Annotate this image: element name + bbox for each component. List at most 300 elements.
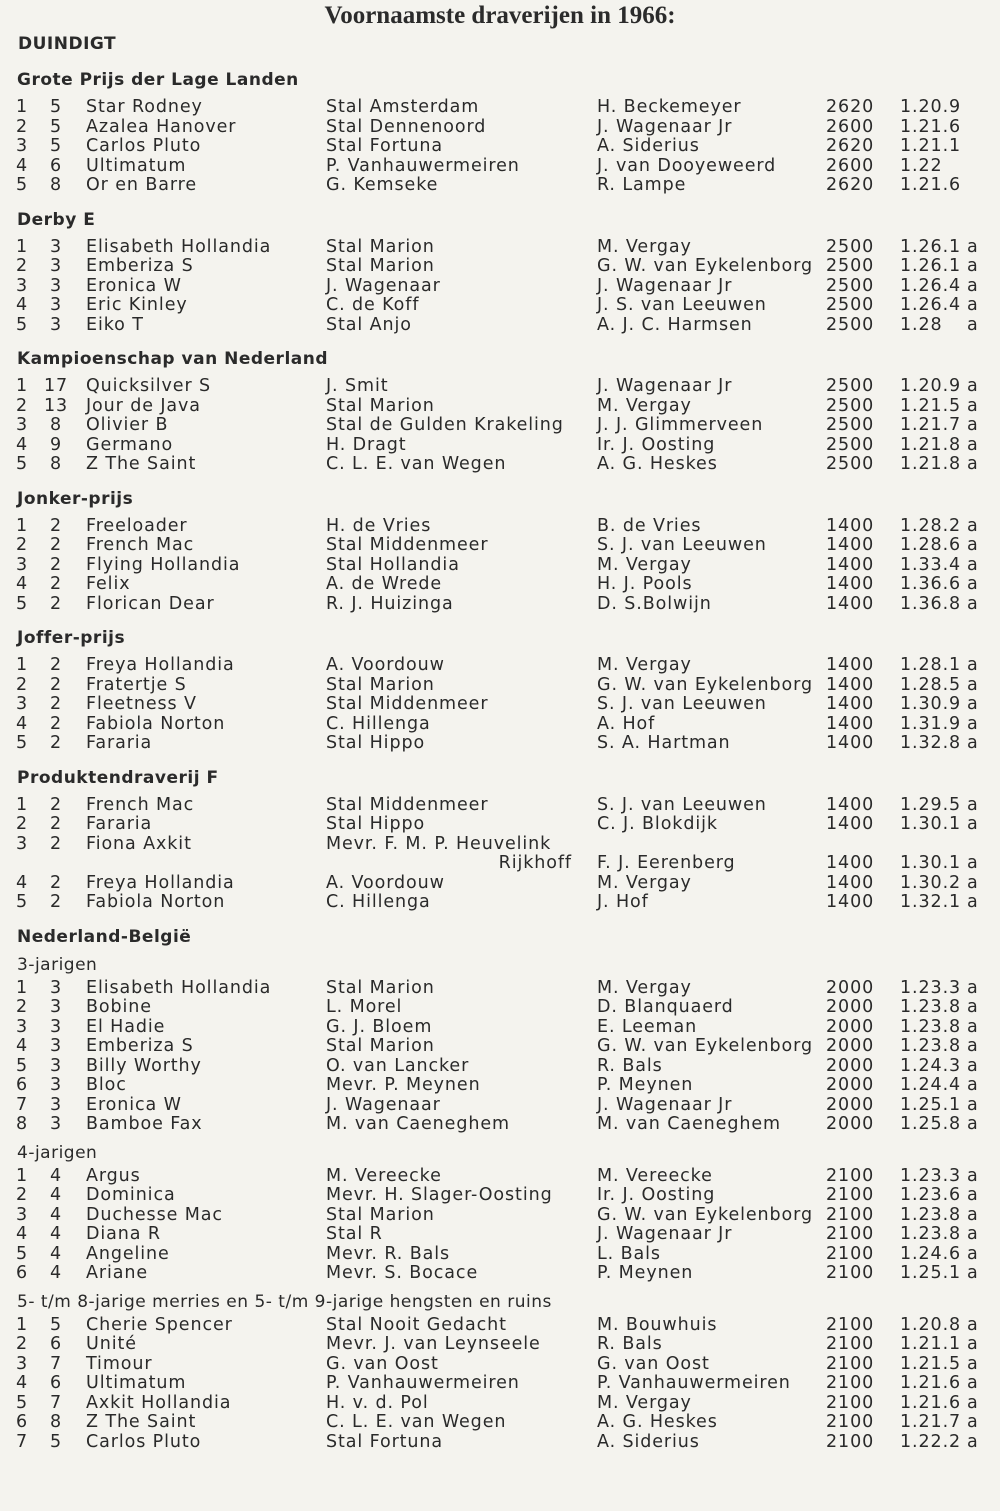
position-number: 3: [16, 415, 29, 435]
time-value: 1.26.1: [900, 236, 962, 257]
time-suffix: a: [967, 376, 979, 396]
age-number: 3: [49, 1094, 63, 1115]
age-number: 2: [49, 535, 63, 555]
owner-name: O. van Lancker: [326, 1055, 470, 1076]
distance-value: 2620: [826, 97, 875, 117]
time-value: 1.23.3: [900, 1165, 962, 1186]
time-suffix: a: [967, 977, 979, 998]
distance-value: 2600: [826, 155, 875, 176]
owner-name: C. Hillenga: [326, 892, 431, 912]
position-number: 5: [16, 1243, 29, 1264]
time-suffix: a: [967, 1243, 979, 1264]
distance-value: 2100: [826, 1204, 875, 1225]
time-suffix: a: [967, 713, 979, 734]
position-number: 2: [16, 997, 29, 1017]
driver-name: S. J. van Leeuwen: [597, 794, 767, 815]
time-value: 1.24.3: [900, 1055, 962, 1076]
age-number: 2: [49, 833, 63, 854]
age-number: 5: [49, 116, 63, 137]
result-row: [0, 715, 1000, 735]
distance-value: 2500: [826, 314, 875, 335]
age-number: 17: [44, 376, 69, 396]
time-suffix: a: [967, 1334, 979, 1354]
time-value: 1.25.1: [900, 1094, 962, 1115]
race-section: [0, 927, 1000, 1459]
time-value: 1.21.5: [900, 395, 962, 416]
horse-name: Or en Barre: [86, 175, 198, 195]
time-value: 1.30.1: [900, 853, 962, 873]
owner-name: Stal Hippo: [326, 733, 426, 753]
horse-name: Freya Hollandia: [86, 872, 235, 893]
distance-value: 2620: [826, 175, 875, 195]
owner-name: Stal Marion: [326, 977, 435, 998]
time-value: 1.22: [900, 155, 943, 176]
time-suffix: a: [967, 515, 979, 536]
horse-name: Cherie Spencer: [86, 1314, 233, 1335]
position-number: 6: [16, 1075, 29, 1095]
age-number: 3: [49, 997, 63, 1017]
position-number: 5: [16, 593, 29, 614]
time-value: 1.30.9: [900, 694, 962, 714]
horse-name: Carlos Pluto: [86, 136, 202, 156]
owner-name: Stal Fortuna: [326, 136, 444, 156]
time-value: 1.28: [900, 314, 943, 335]
horse-name: French Mac: [86, 794, 195, 815]
result-row: [0, 893, 1000, 913]
owner-name: P. Vanhauwermeiren: [326, 155, 520, 176]
owner-name: Stal de Gulden Krakeling: [326, 415, 564, 435]
position-number: 5: [16, 175, 29, 195]
horse-name: Fabiola Norton: [86, 713, 226, 734]
time-suffix: a: [967, 1036, 979, 1056]
driver-name: C. J. Blokdijk: [597, 814, 718, 834]
position-number: 4: [16, 574, 29, 594]
age-number: 2: [49, 655, 63, 675]
result-row: [0, 98, 1000, 118]
time-suffix: a: [967, 1094, 979, 1115]
result-row: [0, 1206, 1000, 1226]
horse-name: Bamboe Fax: [86, 1114, 203, 1134]
horse-name: Emberiza S: [86, 1036, 194, 1056]
horse-name: Elisabeth Hollandia: [86, 236, 272, 257]
driver-name: A. J. C. Harmsen: [597, 314, 753, 335]
age-number: 2: [49, 574, 63, 594]
owner-name: Stal Dennenoord: [326, 116, 487, 137]
result-row: [0, 238, 1000, 258]
distance-value: 2500: [826, 236, 875, 257]
time-suffix: a: [967, 535, 979, 555]
owner-name: Stal Hollandia: [326, 554, 460, 575]
driver-name: M. Vergay: [597, 655, 692, 675]
position-number: 7: [16, 1431, 29, 1452]
result-row: [0, 998, 1000, 1018]
owner-name: Stal Marion: [326, 674, 435, 695]
owner-name: Stal Marion: [326, 1036, 435, 1056]
age-number: 2: [49, 814, 63, 834]
age-number: 3: [49, 1055, 63, 1076]
age-number: 2: [49, 674, 63, 695]
result-row: [0, 1186, 1000, 1206]
distance-value: 2000: [826, 1114, 875, 1134]
time-suffix: a: [967, 395, 979, 416]
race-title: Kampioenschap van Nederland: [17, 349, 329, 369]
time-suffix: a: [967, 853, 979, 873]
age-number: 2: [49, 794, 63, 815]
horse-name: Duchesse Mac: [86, 1204, 223, 1225]
distance-value: 1400: [826, 574, 875, 594]
age-group-title: 4-jarigen: [17, 1142, 98, 1163]
horse-name: Elisabeth Hollandia: [86, 977, 272, 998]
position-number: 5: [16, 892, 29, 912]
time-value: 1.22.2: [900, 1431, 962, 1452]
time-suffix: a: [967, 655, 979, 675]
distance-value: 2000: [826, 1075, 875, 1095]
driver-name: R. Lampe: [597, 175, 687, 195]
distance-value: 1400: [826, 535, 875, 555]
time-suffix: a: [967, 1412, 979, 1432]
position-number: 2: [16, 116, 29, 137]
driver-name: S. A. Hartman: [597, 733, 731, 753]
race-section: [0, 768, 1000, 927]
owner-name: Stal Middenmeer: [326, 535, 489, 555]
age-number: 2: [49, 515, 63, 536]
results-list: [0, 70, 1000, 1458]
driver-name: M. van Caeneghem: [597, 1114, 781, 1134]
owner-name: J. Smit: [326, 376, 389, 396]
owner-name: Stal Marion: [326, 236, 435, 257]
driver-name: G. W. van Eykelenborg: [597, 256, 813, 276]
time-value: 1.30.2: [900, 872, 962, 893]
time-value: 1.21.6: [900, 1392, 962, 1413]
horse-name: Eronica W: [86, 275, 182, 296]
result-row: [0, 1394, 1000, 1414]
time-value: 1.21.5: [900, 1353, 962, 1374]
result-row: [0, 1225, 1000, 1245]
result-row: [0, 316, 1000, 336]
position-number: 4: [16, 1224, 29, 1244]
owner-name: Mevr. P. Meynen: [326, 1075, 481, 1095]
horse-name: Freeloader: [86, 515, 188, 536]
position-number: 1: [16, 977, 29, 998]
age-number: 3: [49, 1075, 63, 1095]
time-value: 1.23.3: [900, 977, 962, 998]
horse-name: El Hadie: [86, 1016, 166, 1037]
driver-name: B. de Vries: [597, 515, 702, 536]
horse-name: Fleetness V: [86, 694, 197, 714]
position-number: 5: [16, 314, 29, 335]
time-value: 1.20.9: [900, 376, 962, 396]
time-value: 1.25.8: [900, 1114, 962, 1134]
driver-name: A. Siderius: [597, 136, 700, 156]
owner-name: H. de Vries: [326, 515, 432, 536]
driver-name: J. Hof: [597, 892, 649, 912]
horse-name: Eric Kinley: [86, 295, 188, 315]
result-row: [0, 1264, 1000, 1284]
distance-value: 2100: [826, 1373, 875, 1393]
position-number: 4: [16, 872, 29, 893]
distance-value: 1400: [826, 593, 875, 614]
position-number: 1: [16, 1314, 29, 1335]
horse-name: Argus: [86, 1165, 141, 1186]
driver-name: M. Vergay: [597, 872, 692, 893]
race-title: Produktendraverij F: [17, 767, 219, 788]
owner-name: Stal Amsterdam: [326, 97, 480, 117]
horse-name: Star Rodney: [86, 97, 203, 117]
horse-name: Ultimatum: [86, 1373, 187, 1393]
time-value: 1.29.5: [900, 794, 962, 815]
result-row: [0, 1245, 1000, 1265]
owner-name: H. Dragt: [326, 434, 407, 455]
result-row: [0, 1433, 1000, 1453]
time-value: 1.21.7: [900, 415, 962, 435]
distance-value: 1400: [826, 814, 875, 834]
distance-value: 2500: [826, 256, 875, 276]
position-number: 2: [16, 674, 29, 695]
time-suffix: a: [967, 892, 979, 912]
horse-name: Fararia: [86, 733, 153, 753]
position-number: 8: [16, 1114, 29, 1134]
distance-value: 1400: [826, 694, 875, 714]
horse-name: Eiko T: [86, 314, 144, 335]
time-suffix: a: [967, 574, 979, 594]
driver-name: A. Hof: [597, 713, 656, 734]
time-suffix: a: [967, 415, 979, 435]
position-number: 1: [16, 515, 29, 536]
time-suffix: a: [967, 997, 979, 1017]
horse-name: Freya Hollandia: [86, 655, 235, 675]
horse-name: Jour de Java: [86, 395, 201, 416]
owner-name: Mevr. R. Bals: [326, 1243, 451, 1264]
position-number: 4: [16, 295, 29, 315]
time-suffix: a: [967, 674, 979, 695]
age-number: 3: [49, 236, 63, 257]
result-row: [0, 1167, 1000, 1187]
distance-value: 2620: [826, 136, 875, 156]
distance-value: 2100: [826, 1412, 875, 1432]
distance-value: 2500: [826, 434, 875, 455]
result-row: [0, 556, 1000, 576]
owner-name: Stal Middenmeer: [326, 694, 489, 714]
horse-name: Azalea Hanover: [86, 116, 237, 137]
result-row: [0, 1374, 1000, 1394]
time-value: 1.32.8: [900, 733, 962, 753]
time-suffix: a: [967, 872, 979, 893]
distance-value: 2500: [826, 395, 875, 416]
horse-name: Z The Saint: [86, 454, 197, 474]
horse-name: Carlos Pluto: [86, 1431, 202, 1452]
horse-name: Fabiola Norton: [86, 892, 226, 912]
driver-name: J. Wagenaar Jr: [597, 376, 733, 396]
result-row: [0, 796, 1000, 816]
race-section: [0, 210, 1000, 350]
driver-name: M. Vergay: [597, 977, 692, 998]
age-number: 4: [49, 1185, 63, 1205]
horse-name: Diana R: [86, 1224, 161, 1244]
driver-name: M. Vereecke: [597, 1165, 713, 1186]
driver-name: G. W. van Eykelenborg: [597, 674, 813, 695]
time-value: 1.23.8: [900, 1016, 962, 1037]
race-section: [0, 349, 1000, 489]
age-number: 5: [49, 97, 63, 117]
result-row: [0, 1115, 1000, 1135]
age-number: 6: [49, 1373, 63, 1393]
horse-name: Eronica W: [86, 1094, 182, 1115]
horse-name: Emberiza S: [86, 256, 194, 276]
distance-value: 1400: [826, 853, 875, 873]
driver-name: J. Wagenaar Jr: [597, 116, 733, 137]
owner-name: Rijkhoff: [498, 853, 572, 873]
age-number: 8: [49, 175, 63, 195]
distance-value: 1400: [826, 794, 875, 815]
result-row: [0, 1355, 1000, 1375]
time-value: 1.21.6: [900, 1373, 962, 1393]
horse-name: Ariane: [86, 1263, 149, 1283]
result-row: [0, 1413, 1000, 1433]
distance-value: 2000: [826, 977, 875, 998]
position-number: 2: [16, 535, 29, 555]
result-row: [0, 455, 1000, 475]
distance-value: 1400: [826, 872, 875, 893]
age-number: 2: [49, 713, 63, 734]
time-value: 1.26.4: [900, 275, 962, 296]
time-suffix: a: [967, 1373, 979, 1393]
driver-name: J. J. Glimmerveen: [597, 415, 764, 435]
driver-name: E. Leeman: [597, 1016, 698, 1037]
position-number: 5: [16, 454, 29, 474]
driver-name: A. Siderius: [597, 1431, 700, 1452]
age-number: 7: [49, 1392, 63, 1413]
time-value: 1.21.6: [900, 116, 962, 137]
horse-name: Fiona Axkit: [86, 833, 192, 854]
time-suffix: a: [967, 1114, 979, 1134]
distance-value: 2100: [826, 1185, 875, 1205]
time-suffix: a: [967, 1224, 979, 1244]
time-suffix: a: [967, 1263, 979, 1283]
distance-value: 2500: [826, 275, 875, 296]
age-number: 3: [49, 1036, 63, 1056]
time-value: 1.23.8: [900, 1204, 962, 1225]
result-row: [0, 1057, 1000, 1077]
distance-value: 1400: [826, 713, 875, 734]
time-suffix: a: [967, 1431, 979, 1452]
age-number: 3: [49, 256, 63, 276]
time-suffix: a: [967, 434, 979, 455]
horse-name: Timour: [86, 1353, 153, 1374]
age-number: 5: [49, 1314, 63, 1335]
result-row: [0, 734, 1000, 754]
page-title: Voornaamste draverijen in 1966:: [324, 2, 676, 29]
driver-name: G. W. van Eykelenborg: [597, 1036, 813, 1056]
position-number: 2: [16, 256, 29, 276]
distance-value: 2100: [826, 1334, 875, 1354]
time-suffix: a: [967, 1185, 979, 1205]
driver-name: L. Bals: [597, 1243, 661, 1264]
owner-name: J. Wagenaar: [326, 1094, 441, 1115]
time-value: 1.36.6: [900, 574, 962, 594]
position-number: 3: [16, 1016, 29, 1037]
position-number: 6: [16, 1263, 29, 1283]
driver-name: R. Bals: [597, 1055, 663, 1076]
age-number: 2: [49, 694, 63, 714]
race-title: Joffer-prijs: [17, 628, 126, 648]
position-number: 5: [16, 1055, 29, 1076]
age-number: 4: [49, 1243, 63, 1264]
result-row: [0, 277, 1000, 297]
position-number: 7: [16, 1094, 29, 1115]
age-group-title: 5- t/m 8-jarige merries en 5- t/m 9-jarige hengsten en ruins: [17, 1291, 552, 1312]
age-number: 8: [49, 1412, 63, 1432]
position-number: 3: [16, 694, 29, 714]
age-number: 13: [44, 395, 69, 416]
distance-value: 2500: [826, 295, 875, 315]
result-row: [0, 874, 1000, 894]
time-suffix: a: [967, 1075, 979, 1095]
result-row: [0, 118, 1000, 138]
race-section: [0, 489, 1000, 629]
time-suffix: a: [967, 694, 979, 714]
distance-value: 2600: [826, 116, 875, 137]
result-row: [0, 536, 1000, 556]
result-row: [0, 979, 1000, 999]
time-value: 1.26.1: [900, 256, 962, 276]
time-suffix: a: [967, 1314, 979, 1335]
age-number: 3: [49, 314, 63, 335]
age-number: 5: [49, 1431, 63, 1452]
result-row: [0, 835, 1000, 855]
age-number: 4: [49, 1263, 63, 1283]
owner-name: Stal Marion: [326, 1204, 435, 1225]
driver-name: H. Beckemeyer: [597, 97, 742, 117]
result-row: [0, 1335, 1000, 1355]
owner-name: P. Vanhauwermeiren: [326, 1373, 520, 1393]
position-number: 1: [16, 655, 29, 675]
time-value: 1.26.4: [900, 295, 962, 315]
time-suffix: a: [967, 1055, 979, 1076]
result-row: [0, 575, 1000, 595]
result-row: [0, 296, 1000, 316]
owner-name: M. Vereecke: [326, 1165, 442, 1186]
time-suffix: a: [967, 295, 979, 315]
time-value: 1.28.2: [900, 515, 962, 536]
position-number: 2: [16, 1185, 29, 1205]
age-number: 7: [49, 1353, 63, 1374]
owner-name: R. J. Huizinga: [326, 593, 454, 614]
distance-value: 1400: [826, 554, 875, 575]
owner-name: Stal Nooit Gedacht: [326, 1314, 507, 1335]
time-value: 1.20.9: [900, 97, 962, 117]
position-number: 4: [16, 1373, 29, 1393]
position-number: 1: [16, 236, 29, 257]
result-row: [0, 137, 1000, 157]
age-number: 3: [49, 275, 63, 296]
driver-name: D. Blanquaerd: [597, 997, 734, 1017]
time-value: 1.23.6: [900, 1185, 962, 1205]
time-value: 1.31.9: [900, 713, 962, 734]
owner-name: C. Hillenga: [326, 713, 431, 734]
time-suffix: a: [967, 1204, 979, 1225]
owner-name: Mevr. J. van Leynseele: [326, 1334, 541, 1354]
position-number: 5: [16, 1392, 29, 1413]
driver-name: R. Bals: [597, 1334, 663, 1354]
time-value: 1.20.8: [900, 1314, 962, 1335]
horse-name: Billy Worthy: [86, 1055, 202, 1076]
result-row: [0, 815, 1000, 835]
time-suffix: a: [967, 814, 979, 834]
result-row: [0, 595, 1000, 615]
driver-name: Ir. J. Oosting: [597, 1185, 716, 1205]
owner-name: G. van Oost: [326, 1353, 439, 1374]
result-row: [0, 517, 1000, 537]
